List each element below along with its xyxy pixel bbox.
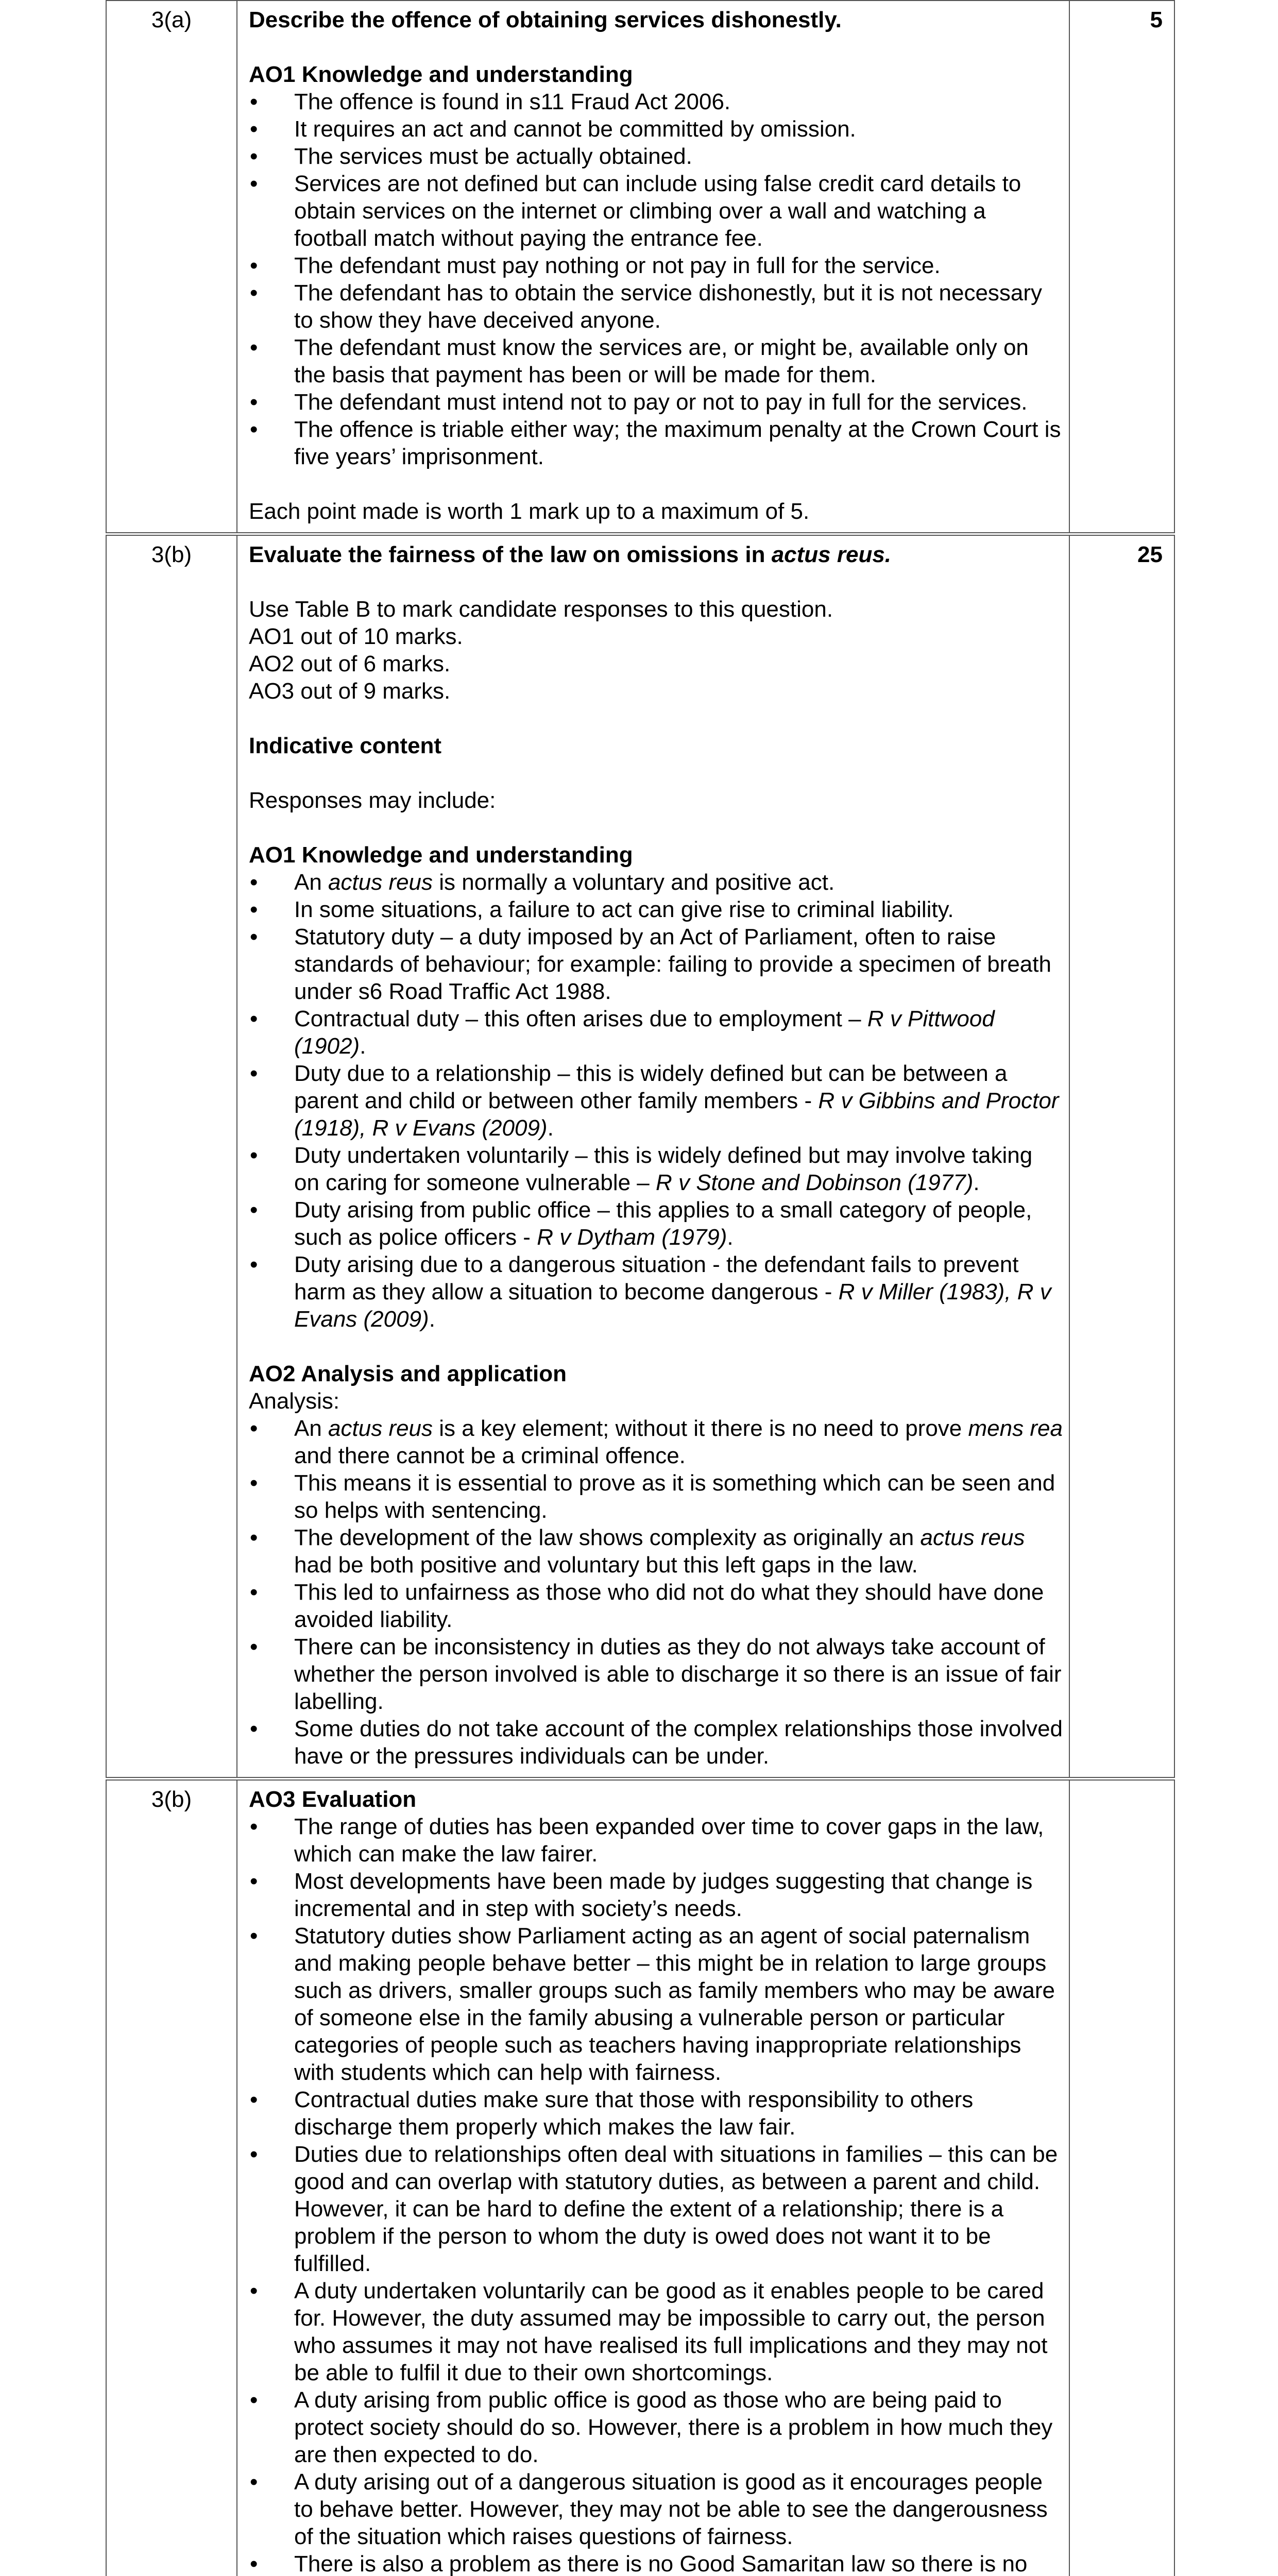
ao3-bullet-list	[249, 1813, 1063, 2576]
bullet-item: • The defendant must intend not to pay or not to pay in full for the services.	[249, 388, 1063, 416]
bullet-text: .	[360, 1033, 366, 1059]
bullet-item: • This means it is essential to prove as it is something which can be seen and so helps with sentencing.	[249, 1469, 1063, 1524]
bullet-item	[249, 1060, 1063, 1142]
bullet-item: • The offence is triable either way; the maximum penalty at the Crown Court is five years’ imprisonment.	[249, 416, 1063, 470]
bullet-text: An	[294, 1416, 329, 1441]
intro-line: AO2 out of 6 marks.	[249, 651, 451, 676]
bullet-item: • Most developments have been made by judges suggesting that change is incremental and in step with society’s needs.	[249, 1868, 1063, 1922]
mark-scheme-table	[106, 0, 1175, 2576]
indicative-content-heading: Indicative content	[249, 733, 442, 758]
bullet-text: Duty due to a relationship – this is widely defined but can be between a parent and child or between other family members -	[294, 1061, 1008, 1113]
question-heading	[249, 541, 1063, 568]
bullet-item	[249, 1005, 1063, 1060]
intro-line: Use Table B to mark candidate responses to this question.	[249, 597, 833, 622]
bullet-item	[249, 1142, 1063, 1196]
bullet-text: Duty arising from public office – this applies to a small category of people, such as police officers -	[294, 1197, 1032, 1250]
bullet-item	[249, 1415, 1063, 1469]
bullet-text: Contractual duty – this often arises due to employment –	[294, 1006, 867, 1031]
case-citation: R v Gibbins and Proctor (1918), R v Evans (2009)	[294, 1088, 1059, 1141]
bullet-item: • A duty undertaken voluntarily can be good as it enables people to be cared for. However, the duty assumed may be impossible to carry out, the person who assumes it may not have realised its full implications and they may not be able to fulfil it due to their own shortcomings.	[249, 2277, 1063, 2386]
ao1-bullet-list	[249, 88, 1063, 470]
bullet-text: .	[727, 1225, 734, 1250]
intro-line: AO3 out of 9 marks.	[249, 679, 451, 704]
bullet-text: is normally a voluntary and positive act.	[433, 870, 835, 895]
bullet-item: • Contractual duties make sure that those with responsibility to others discharge them properly which makes the law fair.	[249, 2086, 1063, 2141]
bullet-item: • Statutory duties show Parliament acting as an agent of social paternalism and making people behave better – this might be in relation to large groups such as drivers, smaller groups such as family members who may be aware of someone else in the family abusing a vulnerable person or particular categories of people such as teachers having inappropriate relationships with students which can help with fairness.	[249, 1922, 1063, 2086]
ao2-bullet-list	[249, 1415, 1063, 1770]
question-number: 3(a)	[106, 1, 237, 534]
heading-text: Evaluate the fairness of the law on omissions in	[249, 542, 772, 567]
question-content	[237, 1779, 1069, 2576]
case-citation: actus reus	[920, 1525, 1025, 1550]
question-number: 3(b)	[106, 534, 237, 1779]
question-row-3a	[106, 1, 1174, 534]
ao2-heading: AO2 Analysis and application	[249, 1361, 567, 1386]
bullet-text: The development of the law shows complexity as originally an	[294, 1525, 921, 1550]
bullet-item	[249, 1196, 1063, 1251]
bullet-item: • This led to unfairness as those who did not do what they should have done avoided liability.	[249, 1579, 1063, 1633]
bullet-item: • In some situations, a failure to act can give rise to criminal liability.	[249, 896, 1063, 923]
bullet-text: Duty undertaken voluntarily – this is widely defined but may involve taking on caring for someone vulnerable –	[294, 1143, 1033, 1195]
case-citation: R v Pittwood (1902)	[294, 1006, 995, 1059]
question-marks: 25	[1069, 534, 1174, 1779]
case-citation: R v Miller (1983), R v Evans (2009)	[294, 1279, 1051, 1332]
bullet-text: Duty arising due to a dangerous situation - the defendant fails to prevent harm as they allow a situation to become dangerous -	[294, 1252, 1019, 1304]
bullet-item: • The defendant has to obtain the service dishonestly, but it is not necessary to show they have deceived anyone.	[249, 279, 1063, 334]
question-content	[237, 534, 1069, 1779]
bullet-item: • Services are not defined but can include using false credit card details to obtain services on the internet or climbing over a wall and watching a football match without paying the entrance fee.	[249, 170, 1063, 252]
bullet-item: • There is also a problem as there is no Good Samaritan law so there is no	[249, 2550, 1063, 2576]
question-row-3b-continued	[106, 1779, 1174, 2576]
bullet-item: • Duties due to relationships often deal with situations in families – this can be good and can overlap with statutory duties, as between a parent and child. However, it can be hard to define the extent of a relationship; there is a problem if the person to whom the duty is owed does not want it to be fulfilled.	[249, 2141, 1063, 2277]
bullet-item: • There can be inconsistency in duties as they do not always take account of whether the person involved is able to discharge it so there is an issue of fair labelling.	[249, 1633, 1063, 1715]
ao3-heading: AO3 Evaluation	[249, 1787, 417, 1812]
bullet-text: .	[973, 1170, 980, 1195]
bullet-text: is a key element; without it there is no need to prove	[433, 1416, 968, 1441]
case-citation: actus reus	[328, 1416, 433, 1441]
bullet-text: An	[294, 870, 329, 895]
bullet-item: • Statutory duty – a duty imposed by an Act of Parliament, often to raise standards of behaviour; for example: failing to provide a specimen of breath under s6 Road Traffic Act 1988.	[249, 923, 1063, 1005]
question-heading: Describe the offence of obtaining services dishonestly.	[249, 7, 842, 32]
bullet-item	[249, 1251, 1063, 1333]
question-marks-empty	[1069, 1779, 1174, 2576]
bullet-item: • The services must be actually obtained.	[249, 143, 1063, 170]
bullet-item: • A duty arising from public office is good as those who are being paid to protect society should do so. However, there is a problem in how much they are then expected to do.	[249, 2386, 1063, 2468]
bullet-item: • The range of duties has been expanded over time to cover gaps in the law, which can make the law fairer.	[249, 1813, 1063, 1868]
bullet-item: • The defendant must pay nothing or not pay in full for the service.	[249, 252, 1063, 279]
bullet-item: • A duty arising out of a dangerous situation is good as it encourages people to behave better. However, they may not be able to see the dangerousness of the situation which raises questions of fairness.	[249, 2468, 1063, 2550]
ao2-subheading: Analysis:	[249, 1388, 340, 1414]
bullet-text: and there cannot be a criminal offence.	[294, 1443, 686, 1468]
bullet-item: • It requires an act and cannot be committed by omission.	[249, 115, 1063, 143]
bullet-item: • The defendant must know the services are, or might be, available only on the basis that payment has been or will be made for them.	[249, 334, 1063, 388]
bullet-text: had be both positive and voluntary but this left gaps in the law.	[294, 1552, 918, 1578]
case-citation: R v Stone and Dobinson (1977)	[655, 1170, 974, 1195]
responses-note: Responses may include:	[249, 788, 496, 813]
question-content	[237, 1, 1069, 534]
heading-italic-text: actus reus.	[771, 542, 892, 567]
bullet-item	[249, 1524, 1063, 1579]
case-citation: mens rea	[968, 1416, 1063, 1441]
bullet-text: .	[547, 1115, 554, 1141]
case-citation: R v Dytham (1979)	[537, 1225, 727, 1250]
case-citation: actus reus	[328, 870, 433, 895]
question-number: 3(b)	[106, 1779, 237, 2576]
ao1-heading: AO1 Knowledge and understanding	[249, 62, 633, 87]
bullet-item: • Some duties do not take account of the complex relationships those involved have or the pressures individuals can be under.	[249, 1715, 1063, 1770]
mark-scheme-page	[106, 0, 1175, 2576]
marking-note: Each point made is worth 1 mark up to a maximum of 5.	[249, 499, 810, 524]
intro-line: AO1 out of 10 marks.	[249, 624, 463, 649]
bullet-text: .	[429, 1307, 435, 1332]
bullet-item	[249, 869, 1063, 896]
question-row-3b	[106, 534, 1174, 1779]
question-marks: 5	[1069, 1, 1174, 534]
ao1-heading: AO1 Knowledge and understanding	[249, 842, 633, 868]
ao1-bullet-list	[249, 869, 1063, 1333]
bullet-item: • The offence is found in s11 Fraud Act 2006.	[249, 88, 1063, 115]
